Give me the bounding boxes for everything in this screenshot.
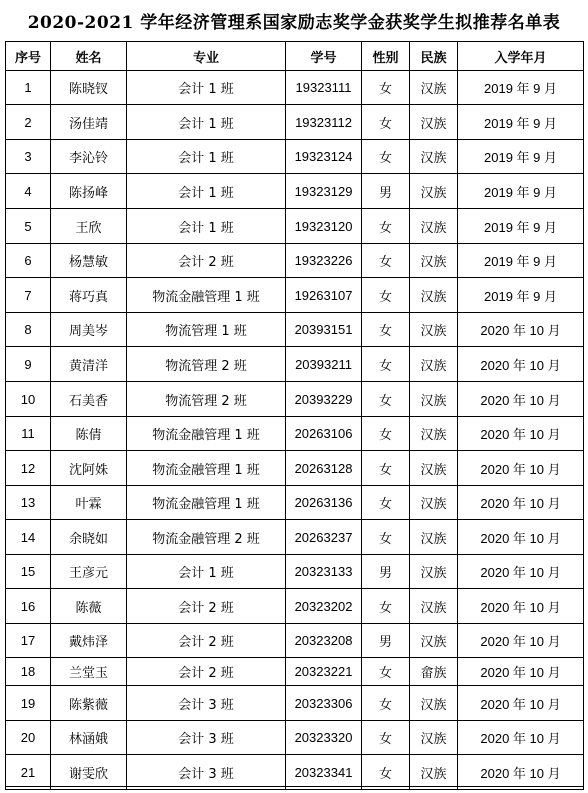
cell-name: 蒋巧真: [51, 278, 127, 313]
cell-index: 15: [6, 555, 51, 589]
cell-enrollment-date: 2019 年 9 月: [458, 140, 584, 174]
cell-name: 陈薇: [51, 589, 127, 624]
cell-name: 周美岑: [51, 313, 127, 347]
cell-enrollment-date: 2019 年 9 月: [458, 71, 584, 105]
cell-name: 黄清洋: [51, 347, 127, 382]
cell-student-id: 20263106: [286, 417, 362, 451]
cell-major: 物流金融管理 2 班: [127, 520, 286, 555]
cell-name: 谢雯欣: [51, 755, 127, 790]
cell-major: 会计 2 班: [127, 589, 286, 624]
cell-name: 杨慧敏: [51, 244, 127, 278]
cell-name: 陈紫薇: [51, 686, 127, 721]
cell-gender: 女: [362, 278, 410, 313]
cell-gender: 女: [362, 589, 410, 624]
cell-student-id: 19323129: [286, 174, 362, 209]
bottom-border: [5, 786, 583, 787]
header-student-id: 学号: [286, 42, 362, 71]
table-row: [6, 71, 584, 105]
table-row: [6, 451, 584, 486]
cell-index: 18: [6, 658, 51, 686]
cell-index: 9: [6, 347, 51, 382]
cell-major: 会计 3 班: [127, 686, 286, 721]
header-gender: 性别: [362, 42, 410, 71]
cell-index: 3: [6, 140, 51, 174]
cell-name: 陈扬峰: [51, 174, 127, 209]
table-row: [6, 140, 584, 174]
cell-major: 会计 1 班: [127, 140, 286, 174]
cell-ethnicity: 汉族: [410, 686, 458, 721]
cell-gender: 女: [362, 451, 410, 486]
header-major: 专业: [127, 42, 286, 71]
cell-enrollment-date: 2020 年 10 月: [458, 624, 584, 658]
cell-enrollment-date: 2020 年 10 月: [458, 382, 584, 417]
cell-major: 会计 2 班: [127, 658, 286, 686]
cell-gender: 女: [362, 244, 410, 278]
cell-major: 会计 1 班: [127, 209, 286, 244]
cell-index: 1: [6, 71, 51, 105]
cell-gender: 女: [362, 140, 410, 174]
cell-index: 4: [6, 174, 51, 209]
cell-major: 物流金融管理 1 班: [127, 486, 286, 520]
cell-enrollment-date: 2019 年 9 月: [458, 174, 584, 209]
cell-gender: 女: [362, 71, 410, 105]
cell-gender: 女: [362, 520, 410, 555]
cell-major: 会计 3 班: [127, 755, 286, 790]
cell-enrollment-date: 2020 年 10 月: [458, 658, 584, 686]
cell-enrollment-date: 2020 年 10 月: [458, 347, 584, 382]
cell-name: 王欣: [51, 209, 127, 244]
cell-student-id: 20263237: [286, 520, 362, 555]
cell-name: 戴炜泽: [51, 624, 127, 658]
cell-student-id: 20263128: [286, 451, 362, 486]
table-row: [6, 209, 584, 244]
cell-student-id: 20393211: [286, 347, 362, 382]
cell-gender: 女: [362, 658, 410, 686]
cell-major: 物流管理 2 班: [127, 347, 286, 382]
cell-ethnicity: 汉族: [410, 624, 458, 658]
cell-student-id: 20263136: [286, 486, 362, 520]
cell-name: 汤佳靖: [51, 105, 127, 140]
header-enrollment-date: 入学年月: [458, 42, 584, 71]
page-title: 2020-2021 学年经济管理系国家励志奖学金获奖学生拟推荐名单表: [27, 13, 561, 33]
cell-name: 叶霖: [51, 486, 127, 520]
cell-index: 17: [6, 624, 51, 658]
table-header-row: [6, 42, 584, 71]
table-row: [6, 244, 584, 278]
cell-gender: 女: [362, 313, 410, 347]
cell-student-id: 19263107: [286, 278, 362, 313]
cell-index: 8: [6, 313, 51, 347]
header-ethnicity: 民族: [410, 42, 458, 71]
cell-gender: 女: [362, 209, 410, 244]
cell-gender: 女: [362, 686, 410, 721]
cell-enrollment-date: 2019 年 9 月: [458, 244, 584, 278]
cell-student-id: 19323111: [286, 71, 362, 105]
cell-name: 余晓如: [51, 520, 127, 555]
cell-ethnicity: 汉族: [410, 451, 458, 486]
cell-student-id: 20323221: [286, 658, 362, 686]
cell-index: 2: [6, 105, 51, 140]
cell-major: 物流金融管理 1 班: [127, 451, 286, 486]
cell-enrollment-date: 2019 年 9 月: [458, 278, 584, 313]
cell-enrollment-date: 2020 年 10 月: [458, 686, 584, 721]
cell-major: 会计 3 班: [127, 721, 286, 755]
cell-enrollment-date: 2020 年 10 月: [458, 417, 584, 451]
table-row: [6, 486, 584, 520]
cell-index: 10: [6, 382, 51, 417]
cell-index: 16: [6, 589, 51, 624]
cell-gender: 女: [362, 417, 410, 451]
cell-student-id: 19323112: [286, 105, 362, 140]
table-body: [6, 71, 584, 790]
cell-student-id: 19323120: [286, 209, 362, 244]
table-row: [6, 174, 584, 209]
cell-enrollment-date: 2020 年 10 月: [458, 555, 584, 589]
cell-index: 19: [6, 686, 51, 721]
cell-index: 12: [6, 451, 51, 486]
cell-ethnicity: 汉族: [410, 278, 458, 313]
table-row: [6, 417, 584, 451]
cell-major: 物流金融管理 1 班: [127, 417, 286, 451]
table-row: [6, 589, 584, 624]
cell-ethnicity: 汉族: [410, 721, 458, 755]
cell-name: 陈倩: [51, 417, 127, 451]
table-row: [6, 313, 584, 347]
cell-ethnicity: 汉族: [410, 71, 458, 105]
cell-ethnicity: 汉族: [410, 105, 458, 140]
cell-index: 5: [6, 209, 51, 244]
cell-index: 7: [6, 278, 51, 313]
header-name: 姓名: [51, 42, 127, 71]
cell-student-id: 20393229: [286, 382, 362, 417]
cell-name: 石美香: [51, 382, 127, 417]
cell-ethnicity: 汉族: [410, 174, 458, 209]
cell-name: 兰堂玉: [51, 658, 127, 686]
cell-enrollment-date: 2020 年 10 月: [458, 451, 584, 486]
cell-ethnicity: 汉族: [410, 244, 458, 278]
cell-enrollment-date: 2020 年 10 月: [458, 721, 584, 755]
table-row: [6, 721, 584, 755]
cell-ethnicity: 汉族: [410, 382, 458, 417]
cell-ethnicity: 汉族: [410, 347, 458, 382]
cell-student-id: 19323124: [286, 140, 362, 174]
cell-gender: 男: [362, 624, 410, 658]
cell-name: 李沁铃: [51, 140, 127, 174]
header-index: 序号: [6, 42, 51, 71]
cell-name: 林涵娥: [51, 721, 127, 755]
cell-gender: 男: [362, 174, 410, 209]
recommendation-table: [5, 41, 584, 790]
cell-enrollment-date: 2020 年 10 月: [458, 520, 584, 555]
cell-student-id: 19323226: [286, 244, 362, 278]
cell-major: 会计 2 班: [127, 624, 286, 658]
cell-name: 陈晓钗: [51, 71, 127, 105]
cell-ethnicity: 汉族: [410, 520, 458, 555]
cell-ethnicity: 汉族: [410, 486, 458, 520]
cell-ethnicity: 汉族: [410, 417, 458, 451]
cell-major: 会计 1 班: [127, 555, 286, 589]
cell-index: 11: [6, 417, 51, 451]
cell-ethnicity: 畲族: [410, 658, 458, 686]
cell-ethnicity: 汉族: [410, 555, 458, 589]
cell-enrollment-date: 2020 年 10 月: [458, 755, 584, 790]
cell-student-id: 20323320: [286, 721, 362, 755]
cell-gender: 男: [362, 555, 410, 589]
cell-student-id: 20323341: [286, 755, 362, 790]
cell-student-id: 20323306: [286, 686, 362, 721]
cell-name: 王彦元: [51, 555, 127, 589]
cell-enrollment-date: 2019 年 9 月: [458, 105, 584, 140]
cell-major: 物流管理 1 班: [127, 313, 286, 347]
cell-enrollment-date: 2020 年 10 月: [458, 313, 584, 347]
cell-student-id: 20393151: [286, 313, 362, 347]
cell-gender: 女: [362, 347, 410, 382]
cell-index: 6: [6, 244, 51, 278]
table-row: [6, 755, 584, 790]
cell-enrollment-date: 2019 年 9 月: [458, 209, 584, 244]
cell-gender: 女: [362, 382, 410, 417]
cell-gender: 女: [362, 755, 410, 790]
table-row: [6, 105, 584, 140]
table-row: [6, 686, 584, 721]
cell-ethnicity: 汉族: [410, 589, 458, 624]
cell-ethnicity: 汉族: [410, 209, 458, 244]
cell-major: 物流金融管理 1 班: [127, 278, 286, 313]
cell-ethnicity: 汉族: [410, 140, 458, 174]
cell-major: 会计 1 班: [127, 71, 286, 105]
table-row: [6, 382, 584, 417]
table-row: [6, 278, 584, 313]
cell-enrollment-date: 2020 年 10 月: [458, 486, 584, 520]
table-row: [6, 555, 584, 589]
cell-ethnicity: 汉族: [410, 313, 458, 347]
table-row: [6, 624, 584, 658]
cell-major: 会计 2 班: [127, 244, 286, 278]
cell-major: 会计 1 班: [127, 174, 286, 209]
cell-gender: 女: [362, 105, 410, 140]
cell-student-id: 20323208: [286, 624, 362, 658]
cell-student-id: 20323133: [286, 555, 362, 589]
cell-index: 21: [6, 755, 51, 790]
cell-student-id: 20323202: [286, 589, 362, 624]
table-row: [6, 658, 584, 686]
table-row: [6, 520, 584, 555]
table-row: [6, 347, 584, 382]
cell-enrollment-date: 2020 年 10 月: [458, 589, 584, 624]
cell-major: 物流管理 2 班: [127, 382, 286, 417]
cell-major: 会计 1 班: [127, 105, 286, 140]
cell-name: 沈阿姝: [51, 451, 127, 486]
cell-index: 20: [6, 721, 51, 755]
cell-gender: 女: [362, 486, 410, 520]
cell-ethnicity: 汉族: [410, 755, 458, 790]
cell-index: 14: [6, 520, 51, 555]
cell-gender: 女: [362, 721, 410, 755]
cell-index: 13: [6, 486, 51, 520]
